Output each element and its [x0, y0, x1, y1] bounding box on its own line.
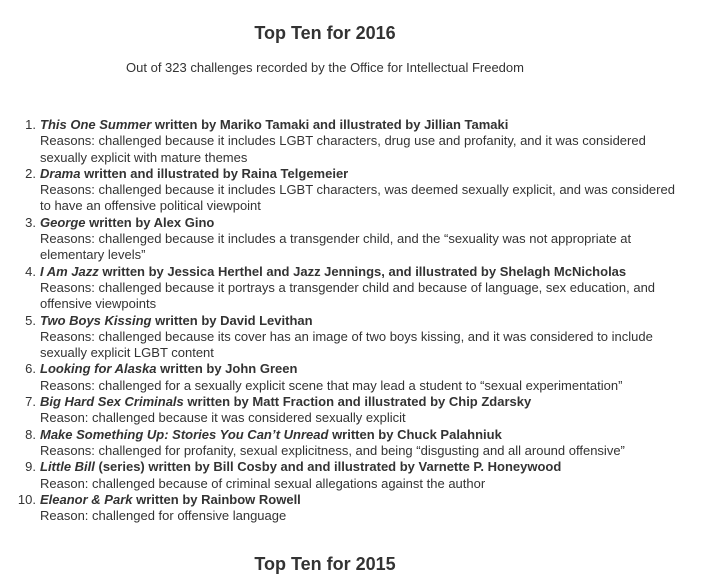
book-byline: (series) written by Bill Cosby and and illustrated by Varnette P. Honeywood — [94, 459, 562, 475]
book-title: Two Boys Kissing — [40, 312, 152, 328]
book-byline: written by Chuck Palahniuk — [328, 426, 502, 442]
book-reason: Reasons: challenged for a sexually explicit scene that may lead a student to “sexual experimentation” — [40, 377, 623, 393]
book-heading — [40, 394, 531, 409]
book-reason: Reason: challenged because it was considered sexually explicit — [40, 410, 406, 426]
list-number: 6. — [25, 361, 36, 377]
book-reason: Reason: challenged because of criminal sexual allegations against the author — [40, 475, 486, 491]
list-item — [0, 361, 680, 394]
list-item — [0, 492, 680, 525]
list-number: 1. — [25, 117, 36, 132]
book-reason: Reasons: challenged because it portrays a transgender child and because of language, sex education, and offensive viewpoints — [40, 279, 656, 312]
list-number: 7. — [25, 394, 36, 410]
book-byline: written by Matt Fraction and illustrated by Chip Zdarsky — [183, 394, 532, 410]
list-item — [0, 166, 680, 215]
book-heading — [40, 166, 348, 181]
book-title: Little Bill — [40, 459, 95, 475]
book-byline: written and illustrated by Raina Telgemeier — [80, 165, 349, 181]
book-byline: written by John Green — [156, 361, 298, 377]
book-list — [0, 117, 680, 524]
book-title: This One Summer — [40, 117, 152, 132]
list-number: 3. — [25, 214, 36, 230]
list-item — [0, 394, 680, 427]
book-title: Make Something Up: Stories You Can’t Unread — [40, 426, 329, 442]
book-heading — [40, 427, 502, 442]
next-section-heading: Top Ten for 2015 — [254, 554, 396, 574]
book-heading — [40, 215, 214, 230]
book-reason: Reasons: challenged because it includes LGBT characters, drug use and profanity, and it was considered sexually explicit with mature themes — [40, 133, 646, 165]
book-heading — [40, 264, 626, 279]
page-subtitle: Out of 323 challenges recorded by the Office for Intellectual Freedom — [126, 60, 524, 75]
list-number: 5. — [25, 312, 36, 328]
book-heading — [40, 492, 301, 507]
list-number: 10. — [17, 491, 36, 507]
list-number: 8. — [25, 426, 36, 442]
list-number: 2. — [25, 165, 36, 181]
book-title: George — [40, 214, 86, 230]
book-byline: written by David Levithan — [151, 312, 313, 328]
book-title: Drama — [40, 165, 81, 181]
list-item — [0, 264, 680, 313]
list-item — [0, 427, 680, 460]
page-title: Top Ten for 2016 — [254, 23, 396, 43]
book-heading — [40, 459, 561, 474]
book-title: Eleanor & Park — [40, 491, 133, 507]
book-reason: Reasons: challenged because it includes a transgender child, and the “sexuality was not appropriate at elementary levels” — [40, 231, 632, 263]
list-number: 9. — [25, 459, 36, 475]
book-title: Big Hard Sex Criminals — [40, 394, 184, 410]
book-reason: Reasons: challenged because its cover has an image of two boys kissing, and it was considered to include sexually explicit LGBT content — [40, 328, 653, 361]
book-title: Looking for Alaska — [40, 361, 157, 377]
book-byline: written by Alex Gino — [85, 214, 215, 230]
book-byline: written by Jessica Herthel and Jazz Jennings, and illustrated by Shelagh McNicholas — [98, 263, 627, 279]
book-heading — [40, 361, 297, 376]
list-item — [0, 117, 680, 166]
list-item — [0, 313, 680, 362]
book-byline: written by Rainbow Rowell — [132, 491, 301, 507]
book-heading — [40, 117, 508, 132]
book-reason: Reasons: challenged for profanity, sexual explicitness, and being “disgusting and all around offensive” — [40, 442, 625, 458]
book-title: I Am Jazz — [40, 263, 99, 279]
list-item — [0, 215, 680, 264]
book-reason: Reason: challenged for offensive language — [40, 508, 287, 524]
list-item — [0, 459, 680, 492]
list-number: 4. — [25, 263, 36, 279]
book-reason: Reasons: challenged because it includes LGBT characters, was deemed sexually explicit, and was considered to have an offensive political viewpoint — [40, 182, 675, 214]
book-byline: written by Mariko Tamaki and illustrated by Jillian Tamaki — [151, 117, 509, 132]
book-heading — [40, 313, 313, 328]
